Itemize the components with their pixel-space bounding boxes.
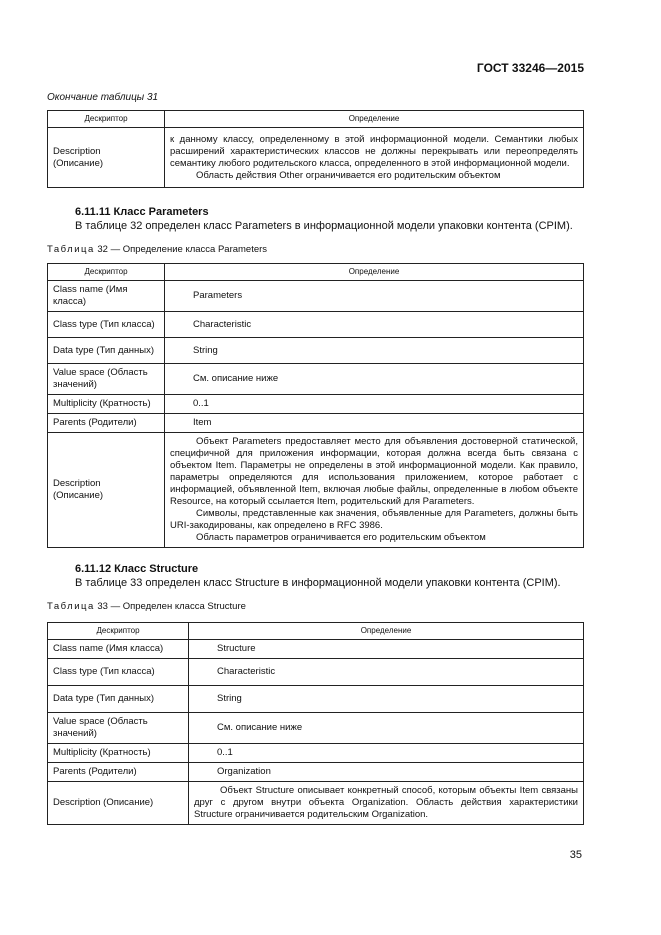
row-value: 0..1 [189,744,584,763]
row-definition [189,782,584,825]
definition-paragraph: Символы, представленные как значения, объявленные для Parameters, должны быть URI-закодированы, как определено в RFC 3986. [170,508,578,531]
table-row [48,312,584,338]
table-row [48,128,584,188]
row-label [48,433,165,548]
row-value: Organization [189,763,584,782]
row-value: String [165,338,584,364]
row-label-line: Description [53,478,101,489]
definition-paragraph: к данному классу, определенному в этой информационной модели. Семантики любых расширений характеристических классов не должны перекрывать или переопределять семантику любого родительского класса, определенного в этой информационной модели. [170,133,578,169]
row-label: Value space (Область значений) [48,713,189,744]
row-definition [165,433,584,548]
table-row [48,763,584,782]
table32-caption-prefix: Таблица [47,244,95,255]
table33-col-definition: Определение [189,623,584,640]
section-6-11-11-intro: В таблице 32 определен класс Parameters в информационной модели упаковки контента (CPIM). [75,220,573,232]
row-value: См. описание ниже [165,364,584,395]
table32 [47,263,584,548]
table32-caption-title: 32 — Определение класса Parameters [94,244,268,255]
table-row [48,414,584,433]
row-value: Characteristic [165,312,584,338]
table-row [48,640,584,659]
table32-caption [47,244,267,255]
table-row [48,433,584,548]
table-row [48,686,584,713]
row-value: Characteristic [189,659,584,686]
row-label: Parents (Родители) [48,414,165,433]
table-row [48,281,584,312]
row-label: Class type (Тип класса) [48,312,165,338]
table33-caption [47,601,246,612]
table32-col-definition: Определение [165,264,584,281]
row-value: Item [165,414,584,433]
section-6-11-12-intro: В таблице 33 определен класс Structure в информационной модели упаковки контента (CPIM). [75,577,561,589]
row-label: Class type (Тип класса) [48,659,189,686]
row-label: Description (Описание) [48,782,189,825]
row-label-line: Description [53,145,101,157]
table-row [48,659,584,686]
table33-caption-prefix: Таблица [47,601,95,612]
definition-paragraph: Область параметров ограничивается его родительским объектом [196,532,486,543]
table-row [48,744,584,763]
row-label: Class name (Имя класса) [48,281,165,312]
page-number: 35 [569,849,582,861]
row-label: Data type (Тип данных) [48,338,165,364]
table31-continuation-caption: Окончание таблицы 31 [47,92,159,103]
table31-header-row [48,111,584,128]
row-label: Value space (Область значений) [48,364,165,395]
table33-header-row [48,623,584,640]
table-row [48,395,584,414]
table-row [48,782,584,825]
row-value: Parameters [165,281,584,312]
section-6-11-11-title: 6.11.11 Класс Parameters [75,206,209,218]
definition-paragraph: Область действия Other ограничивается его родительским объектом [196,169,501,181]
table32-header-row [48,264,584,281]
row-definition [165,128,584,188]
standard-code: ГОСТ 33246—2015 [476,61,584,75]
row-label: Class name (Имя класса) [48,640,189,659]
definition-paragraph: Объект Structure описывает конкретный способ, которым объекты Item связаны друг с другом внутри объекта Organization. Область действия характеристики Structure ограничивается родительским Organization. [194,785,578,820]
table-row [48,364,584,395]
table33-col-descriptor: Дескриптор [48,623,189,640]
table33 [47,622,584,825]
table-row [48,713,584,744]
row-label: Multiplicity (Кратность) [48,744,189,763]
row-label: Parents (Родители) [48,763,189,782]
row-label-line: (Описание) [53,157,104,169]
table31-col-descriptor: Дескриптор [48,111,165,128]
table31-col-definition: Определение [165,111,584,128]
row-label: Multiplicity (Кратность) [48,395,165,414]
table-row [48,338,584,364]
row-value: См. описание ниже [189,713,584,744]
table32-col-descriptor: Дескриптор [48,264,165,281]
definition-paragraph: Объект Parameters предоставляет место для объявления достоверной статической, специфичной для приложения информации, которая должна всегда быть связана с объектом Item. Параметры не определены в этой информационной модели. Как правило, параметры определяются для использования приложением, которое работает с информацией, объявленной Item, включая любые файлы, определенные в любом объекте Resource, на который ссылается Item, родительский для Parameters. [170,436,578,507]
table31 [47,110,584,188]
row-label-line: (Описание) [53,490,104,501]
row-value: 0..1 [165,395,584,414]
table33-caption-title: 33 — Определен класса Structure [94,601,246,612]
row-label: Data type (Тип данных) [48,686,189,713]
row-value: Structure [189,640,584,659]
row-value: String [189,686,584,713]
section-6-11-12-title: 6.11.12 Класс Structure [75,563,199,575]
row-label [48,128,165,188]
